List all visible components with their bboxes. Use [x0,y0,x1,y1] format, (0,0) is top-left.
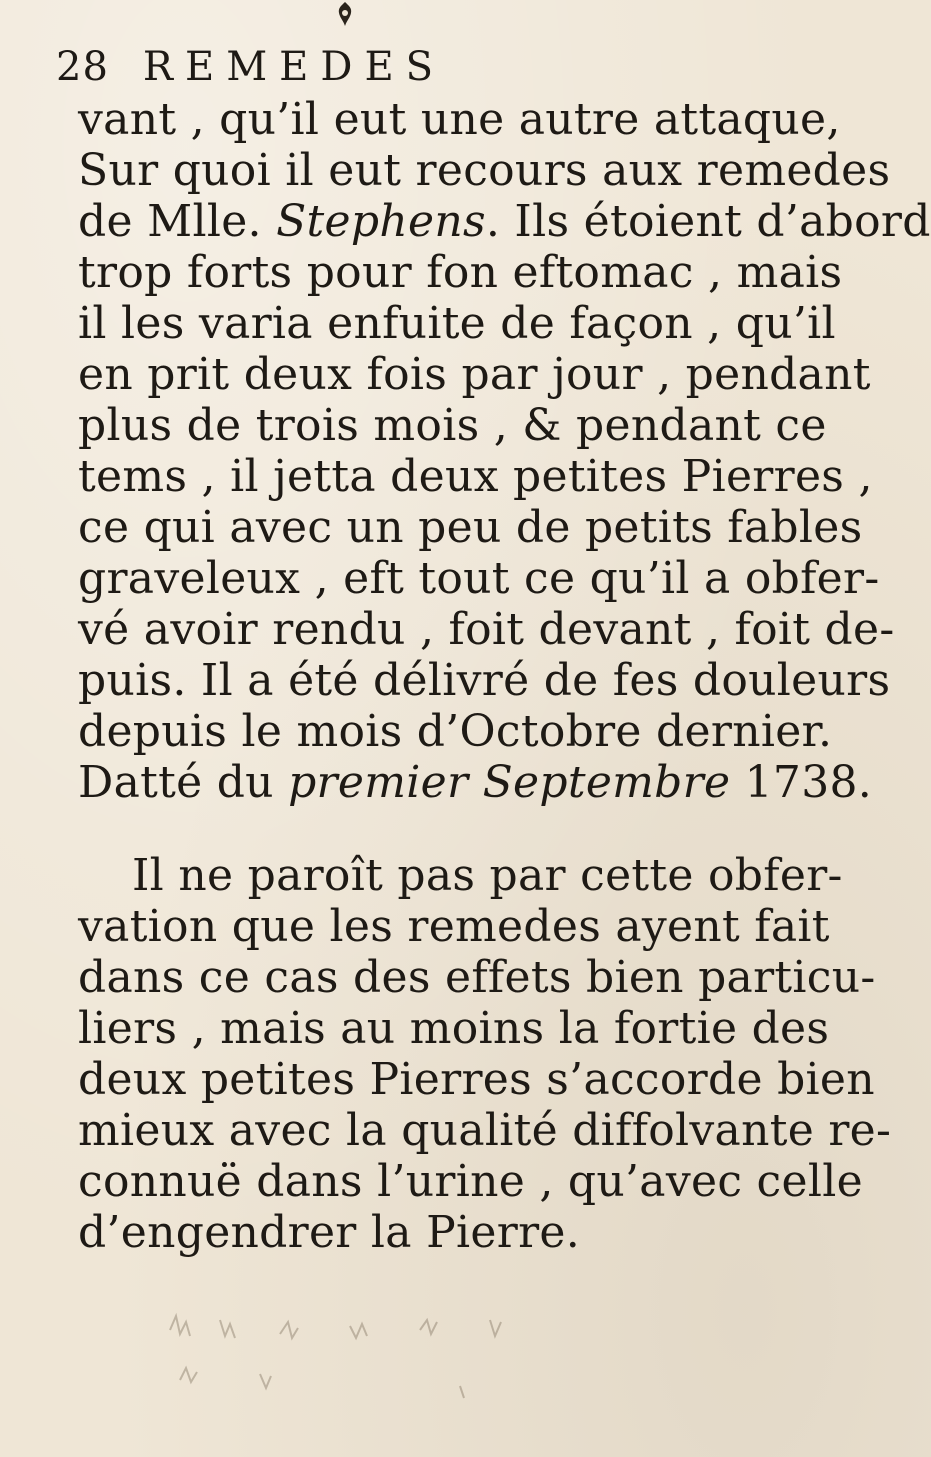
text-line: vant , qu’il eut une autre attaque, [78,94,841,145]
page-number: 28 [56,44,109,90]
text-line [78,196,931,247]
text-line: d’engendrer la Pierre. [78,1207,581,1258]
printer-ornament-icon [330,0,360,28]
text-line: Il ne paroît pas par cette obfer- [132,850,843,901]
text-line: connuë dans l’urine , qu’avec celle [78,1156,863,1207]
running-title: REMEDES [142,44,446,90]
text-line: mieux avec la qualité diffolvante re- [78,1105,892,1156]
text-line: plus de trois mois , & pendant ce [78,400,827,451]
text-fragment: . Ils étoient d’abord [485,196,931,247]
text-line: dans ce cas des effets bien particu- [78,952,876,1003]
running-head [56,44,696,92]
text-line: puis. Il a été délivré de fes douleurs [78,655,891,706]
text-line: en prit deux fois par jour , pendant [78,349,871,400]
dateline-date: premier Septembre [288,757,731,808]
text-line: tems , il jetta deux petites Pierres , [78,451,873,502]
text-line: vé avoir rendu , foit devant , foit de- [78,604,895,655]
text-fragment: de Mlle. [78,196,277,247]
dateline-prefix: Datté du [78,757,289,808]
dateline [78,757,873,808]
dateline-year: 1738. [730,757,873,808]
text-line: liers , mais au moins la fortie des [78,1003,830,1054]
body-text [78,94,931,1258]
text-line: trop forts pour fon eftomac , mais [78,247,843,298]
text-line: deux petites Pierres s’accorde bien [78,1054,875,1105]
paragraph-gap [78,808,768,850]
show-through-marks [160,1290,640,1410]
text-line: il les varia enfuite de façon , qu’il [78,298,836,349]
text-line: vation que les remedes ayent fait [78,901,830,952]
text-line: Sur quoi il eut recours aux remedes [78,145,891,196]
text-line: ce qui avec un peu de petits fables [78,502,863,553]
text-line: depuis le mois d’Octobre dernier. [78,706,833,757]
person-name: Stephens [276,196,486,247]
text-line: graveleux , eft tout ce qu’il a obfer- [78,553,880,604]
